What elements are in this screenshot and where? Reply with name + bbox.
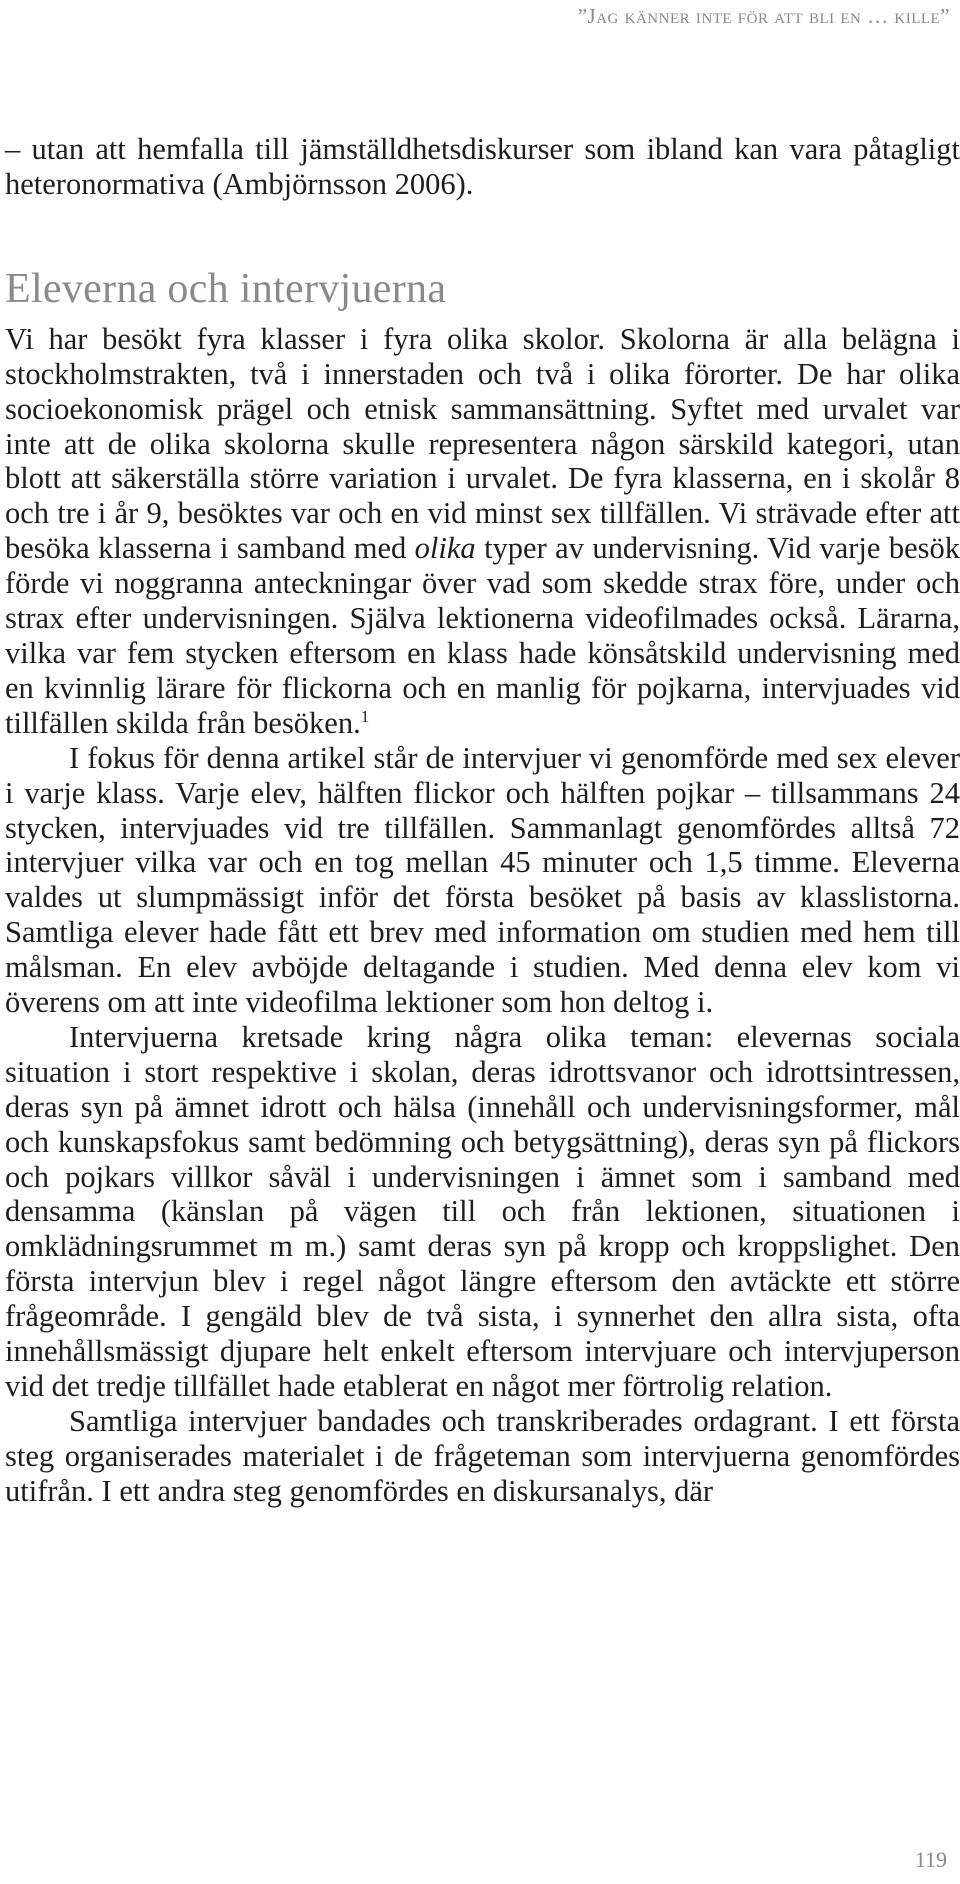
section-heading: Eleverna och intervjuerna <box>5 265 447 312</box>
paragraph-3: Intervjuerna kretsade kring några olika teman: elevernas sociala situation i stort respektive i skolan, deras idrottsvanor och idrottsintressen, deras syn på ämnet idrott och hälsa (innehåll och undervisningsformer, mål och kunskapsfokus samt bedömning och betygsättning), deras syn på flickors och pojkars villkor såväl i undervisningen i ämnet som i samband med densamma (känslan på vägen till och från lektionen, situationen i omklädningsrummet m m.) samt deras syn på kropp och kroppslighet. Den första intervjun blev i regel något längre eftersom den avtäckte ett större frågeområde. I gengäld blev de två sista, i synnerhet den allra sista, ofta innehållsmässigt djupare helt enkelt eftersom intervjuare och intervjuperson vid det tredje tillfället hade etablerat en något mer förtrolig relation. <box>5 1019 960 1403</box>
intro-paragraph: – utan att hemfalla till jämställdhetsdiskurser som ibland kan vara påtagligt heteronormativa (Ambjörnsson 2006). <box>5 132 960 201</box>
paragraph-4: Samtliga intervjuer bandades och transkriberades ordagrant. I ett första steg organiserades materialet i de frågeteman som intervjuerna genomfördes utifrån. I ett andra steg genomfördes en diskursanalys, där <box>5 1403 960 1508</box>
paragraph-1 <box>5 322 960 741</box>
footnote-reference[interactable]: 1 <box>360 706 370 726</box>
running-head: ”Jag känner inte för att bli en … kille” <box>577 4 950 28</box>
paragraph-2: I fokus för denna artikel står de intervjuer vi genomförde med sex elever i varje klass. Varje elev, hälften flickor och hälften pojkar – tillsammans 24 stycken, intervjuades vid tre tillfällen. Sammanlagt genomfördes alltså 72 intervjuer vilka var och en tog mellan 45 minuter och 1,5 timme. Eleverna valdes ut slumpmässigt inför det första besöket på basis av klasslistorna. Samtliga elever hade fått ett brev med information om studien med hem till målsman. En elev avböjde deltagande i studien. Med denna elev kom vi överens om att inte videofilma lektioner som hon deltog i. <box>5 740 960 1020</box>
paragraph-1-part-1: Vi har besökt fyra klasser i fyra olika skolor. Skolorna är alla belägna i stockholmstrakten, två i innerstaden och två i olika förorter. De har olika socioekonomisk prägel och etnisk sammansättning. Syftet med urvalet var inte att de olika skolorna skulle representera någon särskild kategori, utan blott att säkerställa större variation i urvalet. De fyra klasserna, en i skolår 8 och tre i år 9, besöktes var och en vid minst sex tillfällen. Vi strävade efter att besöka klasserna i samband med <box>5 321 960 566</box>
article-body <box>5 132 960 1509</box>
page-number: 119 <box>914 1847 947 1872</box>
emphasis-olika: olika <box>414 531 476 566</box>
paragraph-1-part-2: typer av undervisning. Vid varje besök förde vi noggranna anteckningar över vad som skedde strax före, under och strax efter undervisningen. Själva lektionerna videofilmades också. Lärarna, vilka var fem stycken eftersom en klass hade könsåtskild undervisning med en kvinnlig lärare för flickorna och en manlig för pojkarna, intervjuades vid tillfällen skilda från besöken. <box>5 531 960 740</box>
